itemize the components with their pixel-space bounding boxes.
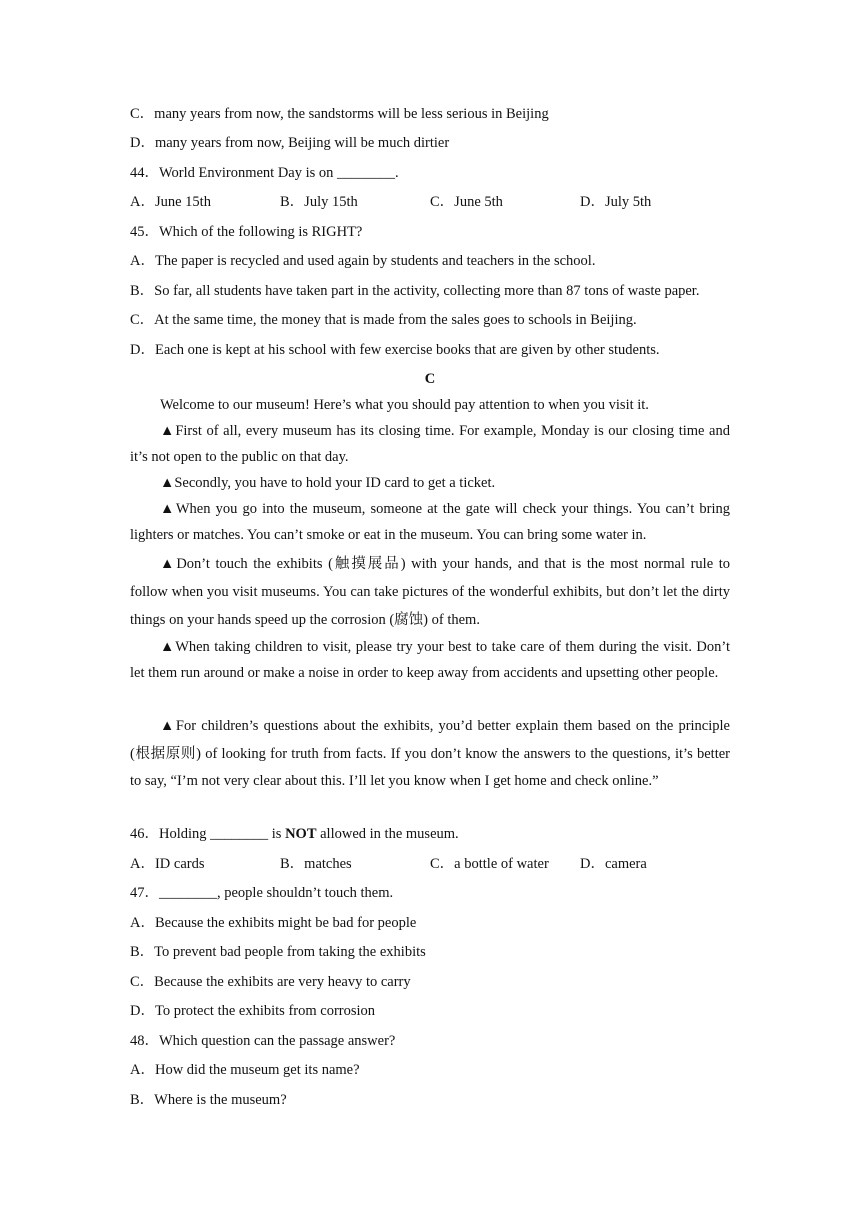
q43-option-d: D．many years from now, Beijing will be much dirtier xyxy=(130,135,450,151)
q47-option-a: A．Because the exhibits might be bad for people xyxy=(130,915,417,931)
q45-option-a: A．The paper is recycled and used again by students and teachers in the school. xyxy=(130,253,596,269)
q48-question: 48．Which question can the passage answer? xyxy=(130,1033,396,1049)
passage-paragraph: ▲When you go into the museum, someone at the gate will check your things. You can’t bring lighters or matches. You can’t smoke or eat in the museum. You can bring some water in. xyxy=(130,501,730,543)
passage-paragraph: ▲First of all, every museum has its closing time. For example, Monday is our closing time and it’s not open to the public on that day. xyxy=(130,423,730,465)
q46-question xyxy=(130,824,730,844)
q47-option-b: B．To prevent bad people from taking the exhibits xyxy=(130,944,426,960)
q46-question-emphasis: NOT xyxy=(285,826,317,842)
passage-paragraph: ▲Secondly, you have to hold your ID card to get a ticket. xyxy=(160,475,496,491)
q44-option-a: A．June 15th xyxy=(130,194,211,210)
q46-question-end: allowed in the museum. xyxy=(316,826,459,842)
q45-option-c: C．At the same time, the money that is made from the sales goes to schools in Beijing. xyxy=(130,312,637,328)
q46-option-b: B．matches xyxy=(280,856,352,872)
q44-option-c: C．June 5th xyxy=(430,194,503,210)
q46-question-start: 46．Holding ________ is xyxy=(130,826,286,842)
q48-option-a: A．How did the museum get its name? xyxy=(130,1062,360,1078)
passage-paragraph: ▲When taking children to visit, please try your best to take care of them during the visit. Don’t let them run around or make a noise in order to keep away from accidents and upsetting other people. xyxy=(130,639,730,681)
q47-option-c: C．Because the exhibits are very heavy to carry xyxy=(130,974,411,990)
q46-option-d: D．camera xyxy=(580,856,647,872)
q47-option-d: D．To protect the exhibits from corrosion xyxy=(130,1003,376,1019)
q46-option-c: C．a bottle of water xyxy=(430,856,549,872)
passage-paragraph: ▲For children’s questions about the exhibits, you’d better explain them based on the principle (根据原则) of looking for truth from facts. If you don’t know the answers to the questions, it’s better to say, “I’m not very clear about this. I’ll let you know when I get home and check online.” xyxy=(130,718,730,789)
passage-paragraph: ▲Don’t touch the exhibits (触摸展品) with your hands, and that is the most normal rule to follow when you visit museums. You can take pictures of the wonderful exhibits, but don’t let the dirty things on your hands speed up the corrosion (腐蚀) of them. xyxy=(130,556,730,628)
q45-option-d: D．Each one is kept at his school with few exercise books that are given by other students. xyxy=(130,342,660,358)
q44-option-d: D．July 5th xyxy=(580,194,652,210)
q45-option-b: B．So far, all students have taken part in the activity, collecting more than 87 tons of waste paper. xyxy=(130,283,700,299)
q48-option-b: B．Where is the museum? xyxy=(130,1092,287,1108)
passage-intro: Welcome to our museum! Here’s what you should pay attention to when you visit it. xyxy=(160,397,649,413)
q43-option-c: C．many years from now, the sandstorms will be less serious in Beijing xyxy=(130,106,549,122)
q44-option-b: B．July 15th xyxy=(280,194,358,210)
q45-question: 45．Which of the following is RIGHT? xyxy=(130,224,363,240)
q46-option-a: A．ID cards xyxy=(130,856,205,872)
q44-question: 44．World Environment Day is on ________. xyxy=(130,165,399,181)
q47-question: 47．________, people shouldn’t touch them. xyxy=(130,885,394,901)
section-heading: C xyxy=(424,371,436,387)
